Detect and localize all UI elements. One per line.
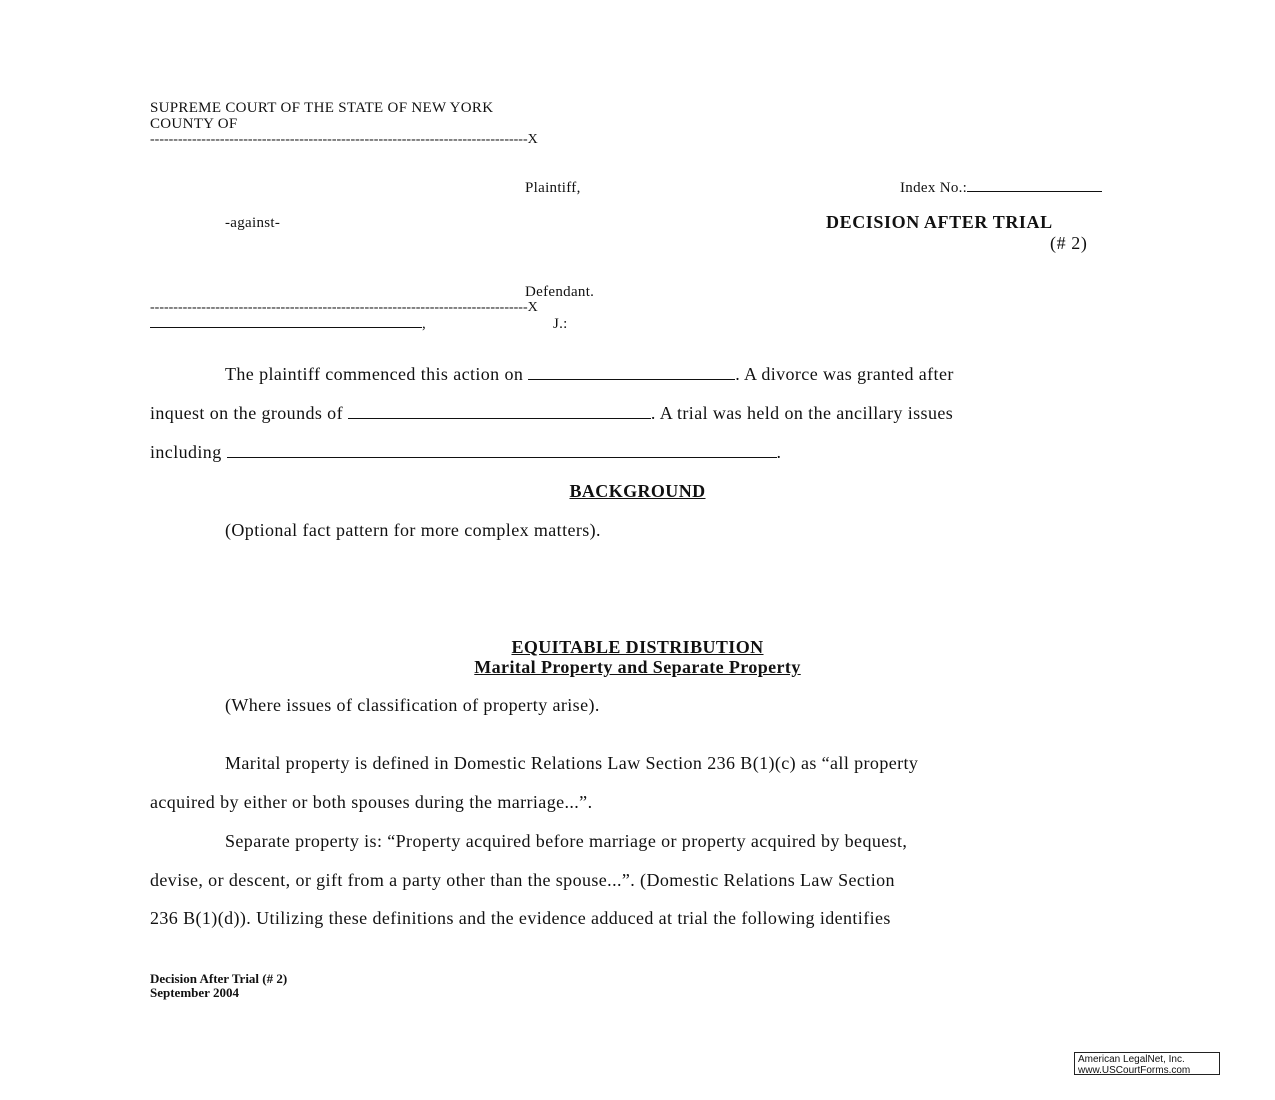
judge-comma: ,: [422, 316, 427, 332]
intro-line-2: [150, 403, 953, 424]
marital-property-line-2: acquired by either or both spouses during the marriage...”.: [150, 792, 593, 812]
marital-property-line-1: Marital property is defined in Domestic Relations Law Section 236 B(1)(c) as “all property: [225, 753, 919, 773]
footer-form-name: Decision After Trial (# 2): [150, 971, 288, 986]
background-text: (Optional fact pattern for more complex matters).: [225, 520, 601, 540]
index-label: Index No.:: [900, 180, 968, 196]
publisher-badge: [1074, 1052, 1220, 1075]
intro-text: . A trial was held on the ancillary issues: [650, 403, 954, 423]
defendant-label: Defendant.: [525, 284, 595, 300]
grounds-blank: [348, 417, 651, 419]
index-blank: [967, 190, 1102, 192]
intro-text: including: [150, 442, 222, 462]
equitable-subheading: Marital Property and Separate Property: [474, 657, 801, 677]
equitable-note: (Where issues of classification of property arise).: [225, 695, 600, 715]
caption-divider-top: ---------------------------------------------------------------------------------X: [150, 132, 538, 147]
document-title: DECISION AFTER TRIAL: [826, 212, 1053, 232]
separate-property-line-3: 236 B(1)(d)). Utilizing these definitions and the evidence adduced at trial the following identifies: [150, 908, 891, 928]
footer-date: September 2004: [150, 985, 239, 1000]
index-number: [900, 180, 1102, 197]
commenced-date-blank: [528, 378, 735, 380]
intro-text: The plaintiff commenced this action on: [225, 364, 524, 384]
intro-line-3: [150, 442, 781, 463]
judge-line: [150, 316, 426, 333]
background-heading: BACKGROUND: [569, 481, 706, 501]
separate-property-line-2: devise, or descent, or gift from a party other than the spouse...”. (Domestic Relations Law Section: [150, 870, 895, 890]
document-number: (# 2): [1050, 233, 1088, 253]
intro-text: inquest on the grounds of: [150, 403, 343, 423]
court-name: SUPREME COURT OF THE STATE OF NEW YORK: [150, 100, 494, 116]
intro-text: .: [776, 442, 782, 462]
publisher-name: American LegalNet, Inc.: [1078, 1054, 1185, 1065]
issues-blank: [227, 456, 777, 458]
caption-divider-bottom: ---------------------------------------------------------------------------------X: [150, 300, 538, 315]
judge-label: J.:: [553, 316, 568, 332]
intro-text: . A divorce was granted after: [735, 364, 954, 384]
plaintiff-label: Plaintiff,: [525, 180, 581, 196]
against-label: -against-: [225, 215, 281, 231]
county-label: COUNTY OF: [150, 116, 238, 132]
separate-property-line-1: Separate property is: “Property acquired before marriage or property acquired by bequest,: [225, 831, 908, 851]
judge-name-blank: [150, 326, 422, 328]
intro-line-1: [225, 364, 954, 385]
publisher-url: www.USCourtForms.com: [1078, 1065, 1191, 1076]
equitable-heading: EQUITABLE DISTRIBUTION: [511, 637, 764, 657]
